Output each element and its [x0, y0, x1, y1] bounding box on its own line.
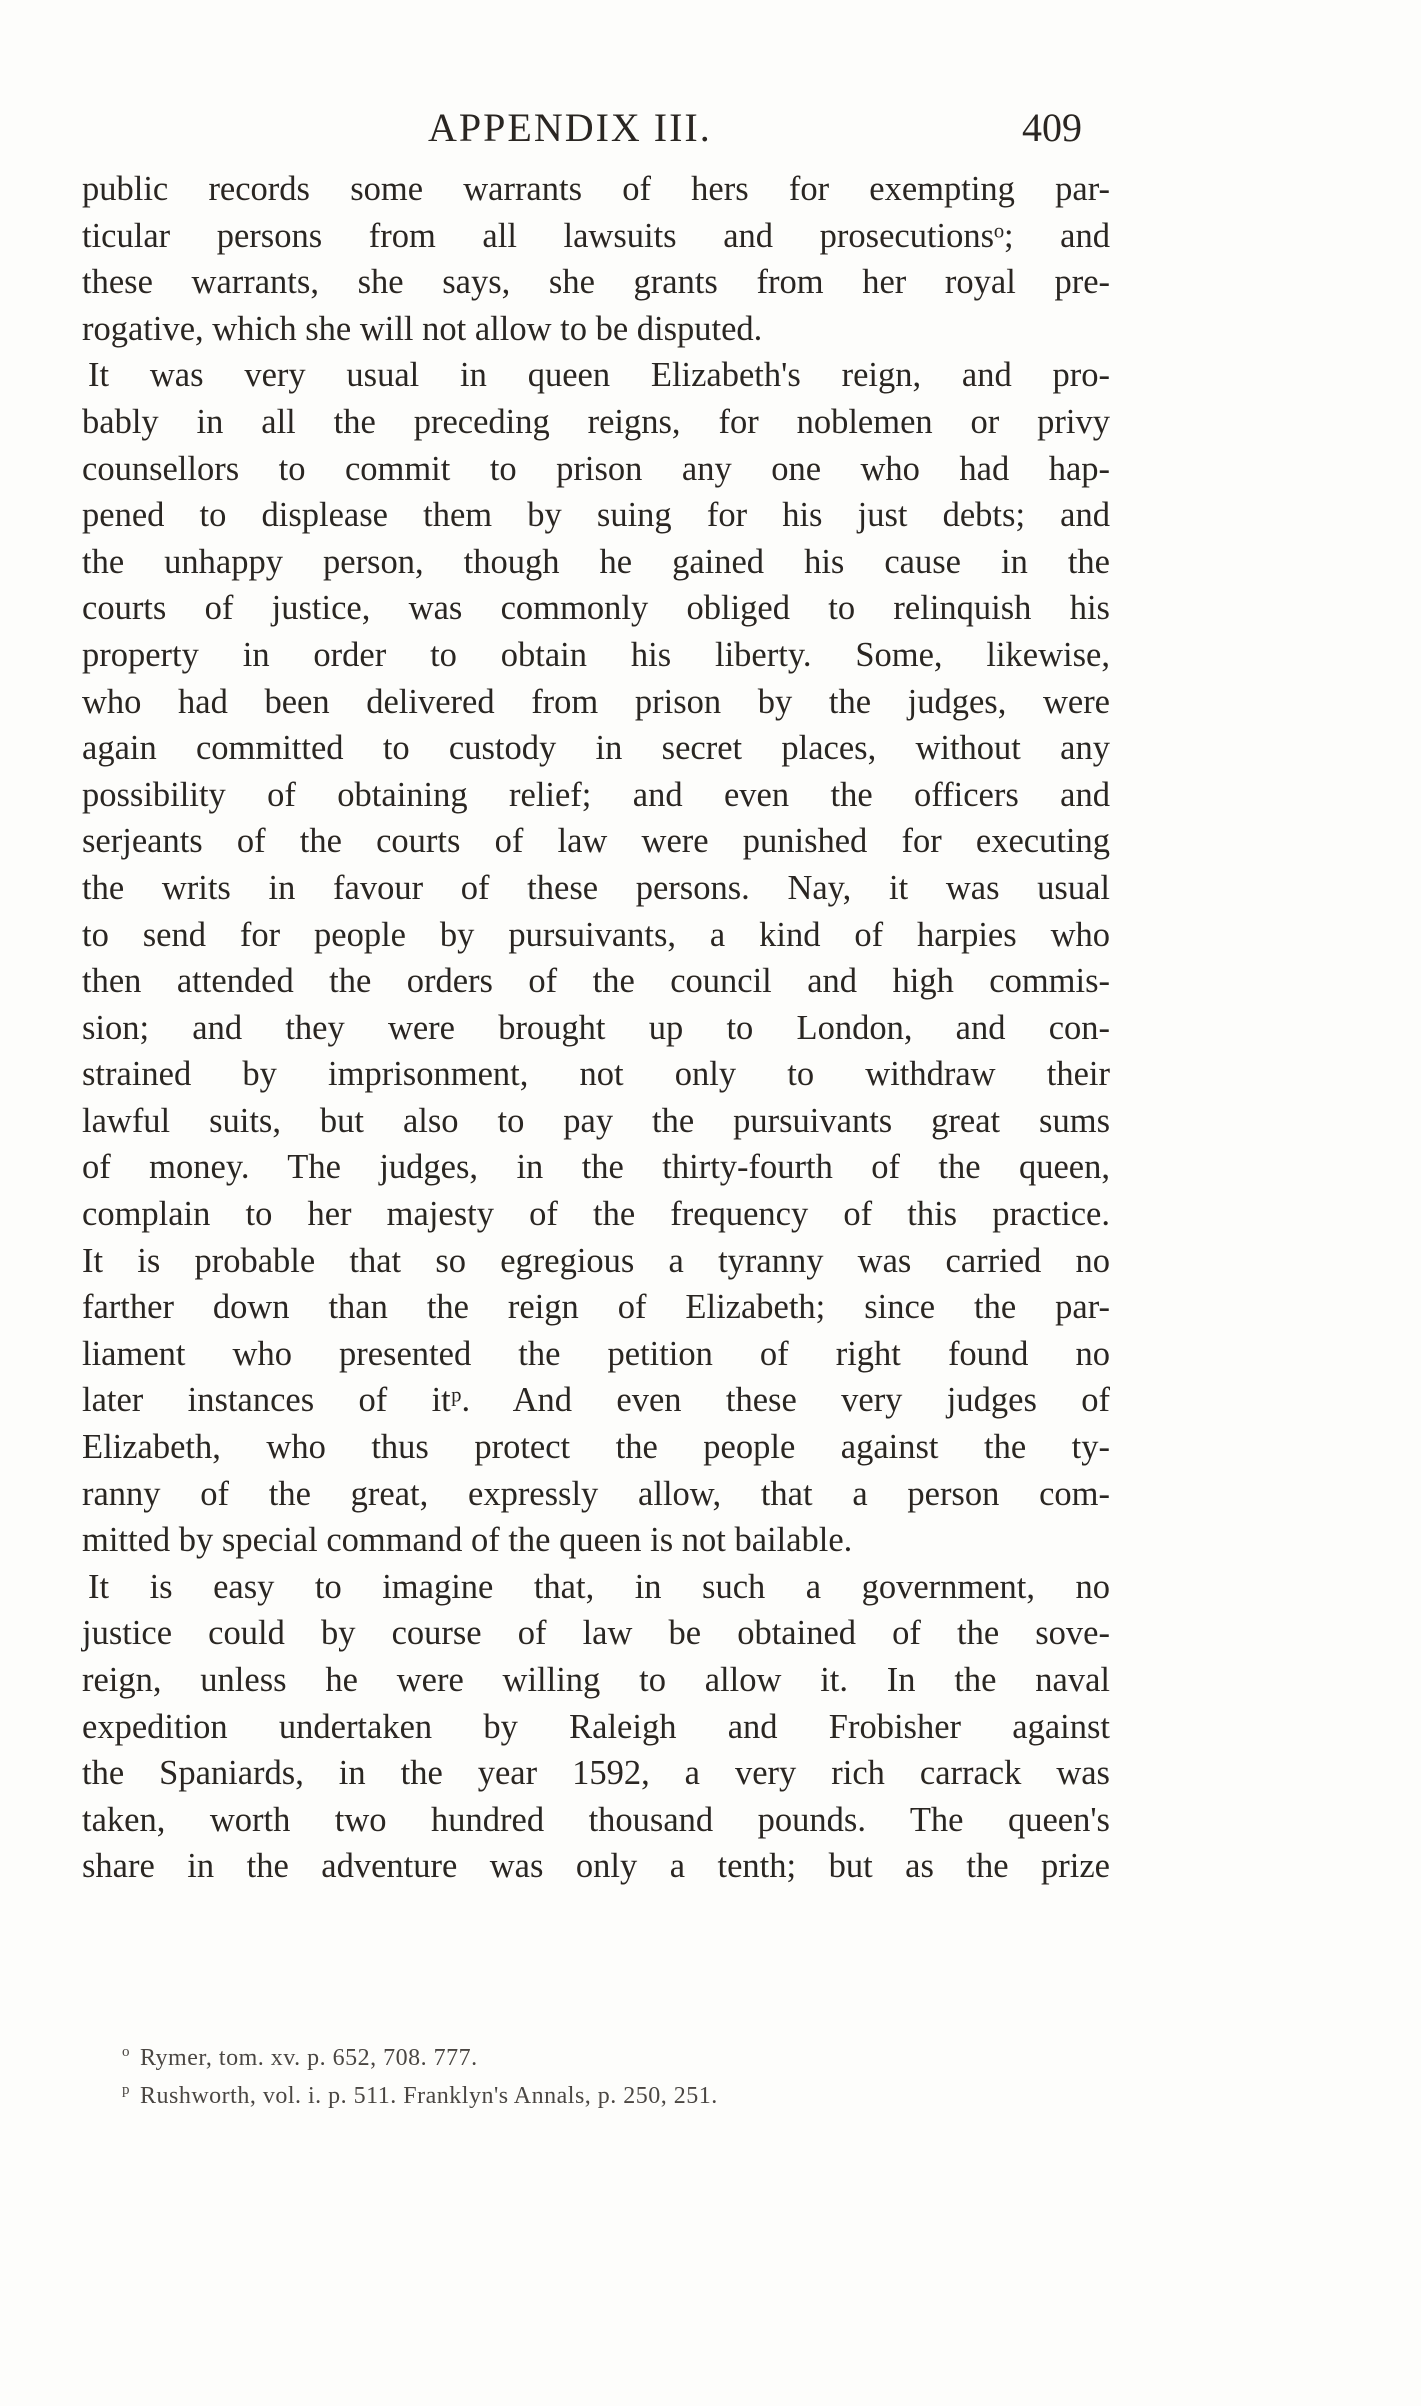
text-line: these warrants, she says, she grants from her royal pre- [82, 263, 1110, 302]
text-line: to send for people by pursuivants, a kind of harpies who [82, 915, 1110, 954]
text-line: farther down than the reign of Elizabeth; since the par- [82, 1288, 1110, 1327]
text-line: share in the adventure was only a tenth; but as the prize [82, 1847, 1110, 1886]
text-line: strained by imprisonment, not only to withdraw their [82, 1055, 1110, 1094]
text-line: reign, unless he were willing to allow it. In the naval [82, 1661, 1110, 1699]
footnote-mark: p [122, 2082, 130, 2098]
text-line: the writs in favour of these persons. Nay, it was usual [82, 868, 1110, 907]
text-line: It is probable that so egregious a tyranny was carried no [82, 1241, 1110, 1280]
body-text [82, 166, 1110, 1890]
text-line: mitted by special command of the queen is not bailable. [82, 1521, 853, 1560]
text-line: counsellors to commit to prison any one who had hap- [82, 449, 1110, 488]
text-line: possibility of obtaining relief; and even the officers and [82, 775, 1110, 814]
text-line: pened to displease them by suing for his just debts; and [82, 496, 1110, 535]
text-line: It was very usual in queen Elizabeth's reign, and pro- [88, 356, 1110, 395]
footnotes [122, 2036, 1022, 2112]
running-header [380, 104, 1200, 164]
text-line: ranny of the great, expressly allow, that a person com- [82, 1474, 1110, 1513]
text-line: public records some warrants of hers for exempting par- [82, 170, 1110, 208]
footnote-text: Rymer, tom. xv. p. 652, 708. 777. [140, 2045, 478, 2071]
text-line: again committed to custody in secret places, without any [82, 729, 1110, 768]
text-line: later instances of itᵖ. And even these very judges of [82, 1381, 1110, 1420]
text-line: expedition undertaken by Raleigh and Frobisher against [82, 1707, 1110, 1746]
text-line: lawful suits, but also to pay the pursuivants great sums [82, 1101, 1110, 1140]
text-line: who had been delivered from prison by the judges, were [82, 682, 1110, 721]
text-line: bably in all the preceding reigns, for noblemen or privy [82, 402, 1110, 441]
text-line: courts of justice, was commonly obliged to relinquish his [82, 589, 1110, 628]
footnote-text: Rushworth, vol. i. p. 511. Franklyn's Annals, p. 250, 251. [140, 2083, 718, 2109]
text-line: taken, worth two hundred thousand pounds. The queen's [82, 1800, 1110, 1839]
text-line: rogative, which she will not allow to be disputed. [82, 309, 763, 348]
text-line: justice could by course of law be obtained of the sove- [82, 1614, 1110, 1653]
text-line: then attended the orders of the council and high commis- [82, 962, 1110, 1001]
text-line: Elizabeth, who thus protect the people against the ty- [82, 1428, 1110, 1467]
footnote-mark: o [122, 2044, 130, 2060]
text-line: It is easy to imagine that, in such a government, no [88, 1567, 1110, 1606]
running-title: APPENDIX III. [428, 105, 712, 150]
text-line: the Spaniards, in the year 1592, a very rich carrack was [82, 1754, 1110, 1793]
text-line: ticular persons from all lawsuits and prosecutionsᵒ; and [82, 216, 1110, 255]
text-line: sion; and they were brought up to London, and con- [82, 1008, 1110, 1047]
text-line: serjeants of the courts of law were punished for executing [82, 822, 1110, 861]
text-line: the unhappy person, though he gained his cause in the [82, 542, 1110, 581]
footnote [122, 2074, 1022, 2112]
text-line: of money. The judges, in the thirty-fourth of the queen, [82, 1148, 1110, 1187]
text-line: complain to her majesty of the frequency of this practice. [82, 1195, 1110, 1234]
text-line: property in order to obtain his liberty. Some, likewise, [82, 635, 1110, 674]
page-number: 409 [1022, 105, 1082, 150]
footnote [122, 2036, 1022, 2074]
text-line: liament who presented the petition of right found no [82, 1334, 1110, 1373]
